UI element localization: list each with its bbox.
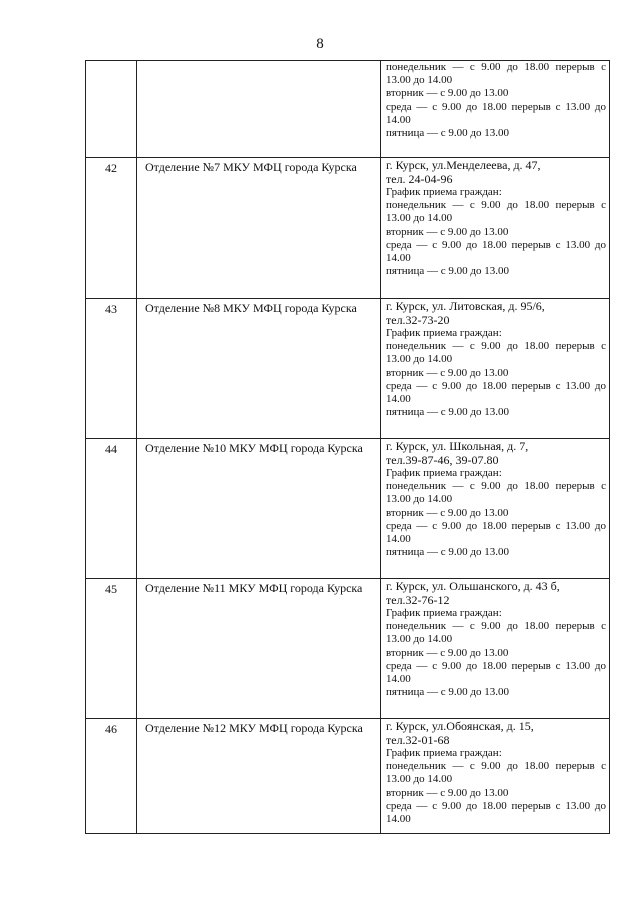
office-info bbox=[381, 579, 610, 719]
office-info bbox=[381, 299, 610, 439]
table-row bbox=[86, 299, 610, 439]
row-number: 42 bbox=[86, 158, 137, 299]
office-name: Отделение №8 МКУ МФЦ города Курска bbox=[137, 299, 381, 439]
row-number: 43 bbox=[86, 299, 137, 439]
schedule-line: среда — с 9.00 до 18.00 перерыв с 13.00 до 14.00 bbox=[386, 799, 606, 826]
schedule-title: График приема граждан: bbox=[386, 467, 502, 479]
schedule-line: среда — с 9.00 до 18.00 перерыв с 13.00 до 14.00 bbox=[386, 379, 606, 406]
table-row bbox=[86, 158, 610, 299]
office-address: г. Курск, ул. Литовская, д. 95/6, bbox=[386, 299, 545, 313]
schedule-line: понедельник — с 9.00 до 18.00 перерыв с 13.00 до 14.00 bbox=[386, 480, 606, 506]
office-phone: тел.39-87-46, 39-07.80 bbox=[386, 453, 499, 467]
table-row-continuation bbox=[86, 61, 610, 158]
schedule-line: пятница — с 9.00 до 13.00 bbox=[386, 546, 510, 559]
schedule-line: пятница — с 9.00 до 13.00 bbox=[386, 406, 510, 419]
office-phone: тел.32-73-20 bbox=[386, 313, 450, 327]
schedule-cell bbox=[381, 61, 610, 158]
schedule-line: вторник — с 9.00 до 13.00 bbox=[386, 506, 509, 519]
office-name: Отделение №11 МКУ МФЦ города Курска bbox=[137, 579, 381, 719]
schedule-line: понедельник — с 9.00 до 18.00 перерыв с 13.00 до 14.00 bbox=[386, 340, 606, 366]
schedule-line: вторник — с 9.00 до 13.00 bbox=[386, 87, 509, 100]
schedule-line: понедельник — с 9.00 до 18.00 перерыв с 13.00 до 14.00 bbox=[386, 760, 606, 786]
table-row bbox=[86, 579, 610, 719]
schedule-line: среда — с 9.00 до 18.00 перерыв с 13.00 до 14.00 bbox=[386, 238, 606, 265]
office-address: г. Курск, ул. Школьная, д. 7, bbox=[386, 439, 529, 453]
schedule-title: График приема граждан: bbox=[386, 186, 502, 198]
office-info bbox=[381, 158, 610, 299]
num-cell bbox=[86, 61, 137, 158]
schedule-line: пятница — с 9.00 до 13.00 bbox=[386, 127, 510, 140]
schedule-line: пятница — с 9.00 до 13.00 bbox=[386, 265, 510, 278]
schedule-title: График приема граждан: bbox=[386, 607, 502, 619]
office-address: г. Курск, ул. Ольшанского, д. 43 б, bbox=[386, 579, 560, 593]
office-phone: тел.32-01-68 bbox=[386, 733, 450, 747]
office-info bbox=[381, 439, 610, 579]
schedule-title: График приема граждан: bbox=[386, 327, 502, 339]
table-row bbox=[86, 439, 610, 579]
schedule-line: среда — с 9.00 до 18.00 перерыв с 13.00 до 14.00 bbox=[386, 659, 606, 686]
schedule-line: среда — с 9.00 до 18.00 перерыв с 13.00 до 14.00 bbox=[386, 100, 606, 126]
schedule-line: вторник — с 9.00 до 13.00 bbox=[386, 786, 509, 799]
office-name: Отделение №10 МКУ МФЦ города Курска bbox=[137, 439, 381, 579]
office-name: Отделение №12 МКУ МФЦ города Курска bbox=[137, 719, 381, 834]
schedule-line: вторник — с 9.00 до 13.00 bbox=[386, 225, 509, 238]
office-name: Отделение №7 МКУ МФЦ города Курска bbox=[137, 158, 381, 299]
office-phone: тел.32-76-12 bbox=[386, 593, 450, 607]
table-row bbox=[86, 719, 610, 834]
schedule-line: понедельник — с 9.00 до 18.00 перерыв с 13.00 до 14.00 bbox=[386, 199, 606, 225]
schedule-line: понедельник — с 9.00 до 18.00 перерыв с 13.00 до 14.00 bbox=[386, 620, 606, 646]
schedule-line: понедельник — с 9.00 до 18.00 перерыв с 13.00 до 14.00 bbox=[386, 61, 606, 87]
office-address: г. Курск, ул.Обоянская, д. 15, bbox=[386, 719, 534, 733]
schedule-line: вторник — с 9.00 до 13.00 bbox=[386, 366, 509, 379]
name-cell bbox=[137, 61, 381, 158]
mfc-table bbox=[85, 60, 610, 834]
row-number: 46 bbox=[86, 719, 137, 834]
office-info bbox=[381, 719, 610, 834]
office-phone: тел. 24-04-96 bbox=[386, 172, 453, 186]
page-number: 8 bbox=[316, 36, 324, 52]
schedule-title: График приема граждан: bbox=[386, 747, 502, 759]
row-number: 44 bbox=[86, 439, 137, 579]
office-address: г. Курск, ул.Менделеева, д. 47, bbox=[386, 158, 541, 172]
schedule-line: среда — с 9.00 до 18.00 перерыв с 13.00 до 14.00 bbox=[386, 519, 606, 546]
row-number: 45 bbox=[86, 579, 137, 719]
schedule-line: вторник — с 9.00 до 13.00 bbox=[386, 646, 509, 659]
schedule-line: пятница — с 9.00 до 13.00 bbox=[386, 686, 510, 699]
